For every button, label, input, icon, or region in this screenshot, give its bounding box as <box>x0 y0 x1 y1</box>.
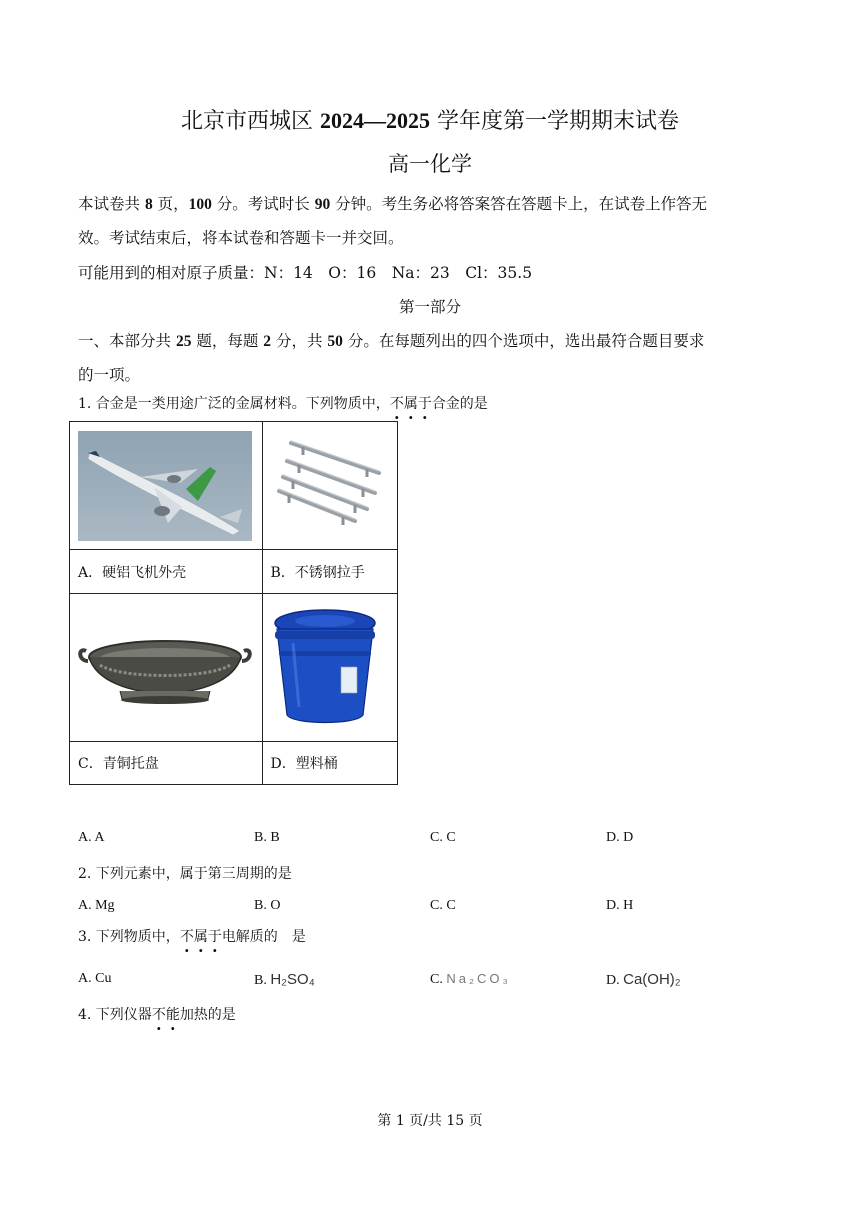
q3-option-b[interactable]: B. H₂SO₄ <box>254 971 315 988</box>
intro-line-1: 本试卷共 8 页，100 分。考试时长 90 分钟。考生务必将答案答在答题卡上，在试卷上作答无 <box>78 195 708 213</box>
part-title: 第一部分 <box>398 298 461 316</box>
atomic-masses: 可能用到的相对原子质量：N：14 O：16 Na：23 Cl：35.5 <box>78 264 533 282</box>
q2-option-d[interactable]: D. H <box>606 898 634 913</box>
formula-na2co3: Na₂CO₃ <box>446 971 511 986</box>
q2-option-c[interactable]: C. C <box>430 898 456 913</box>
question-1-image-table <box>69 421 398 785</box>
section-instructions-2: 的一项。 <box>78 366 141 384</box>
q1-option-d[interactable]: D. D <box>606 830 634 845</box>
formula-h2so4: H₂SO₄ <box>270 971 315 988</box>
exam-subject: 高一化学 <box>388 152 472 176</box>
intro-line-2: 效。考试结束后，将本试卷和答题卡一并交回。 <box>78 229 404 247</box>
handle-image-cell <box>262 422 398 550</box>
option-a-label: A．硬铝飞机外壳 <box>70 550 263 593</box>
title-region: 北京市西城区 <box>181 109 320 134</box>
q1-option-a[interactable]: A. A <box>78 830 105 845</box>
q3-option-d[interactable]: D. Ca(OH)₂ <box>606 971 681 988</box>
plane-image-cell <box>70 422 263 550</box>
page-number: 第 1 页/共 15 页 <box>377 1113 483 1129</box>
question-2-stem: 2. 下列元素中，属于第三周期的是 <box>78 866 292 882</box>
option-d-label: D．塑料桶 <box>262 741 398 785</box>
title-years: 2024—2025 <box>320 108 430 133</box>
steel-handles-image <box>263 423 396 545</box>
airplane-image <box>70 423 260 545</box>
question-4-stem: 4. 下列仪器不能加热的是 <box>78 1007 236 1023</box>
q3-option-a[interactable]: A. Cu <box>78 971 112 986</box>
q2-option-a[interactable]: A. Mg <box>78 898 115 913</box>
q3-option-c[interactable]: C. Na₂CO₃ <box>430 971 511 987</box>
q1-option-c[interactable]: C. C <box>430 830 456 845</box>
title-term: 学年度第一学期期末试卷 <box>430 109 679 134</box>
section-instructions: 一、本部分共 25 题，每题 2 分，共 50 分。在每题列出的四个选项中，选出最符合题目要求 <box>78 332 705 350</box>
tray-image-cell <box>70 593 263 741</box>
q2-option-b[interactable]: B. O <box>254 898 281 913</box>
formula-caoh2: Ca(OH)₂ <box>623 971 681 988</box>
plastic-bucket-image <box>263 595 396 735</box>
question-1-stem: 1. 合金是一类用途广泛的金属材料。下列物质中，不属于合金的是 <box>78 396 488 412</box>
q1-option-b[interactable]: B. B <box>254 830 280 845</box>
exam-title <box>0 104 860 135</box>
bronze-tray-image <box>70 595 260 735</box>
option-c-label: C．青铜托盘 <box>70 741 263 785</box>
bucket-image-cell <box>262 593 398 741</box>
option-b-label: B．不锈钢拉手 <box>262 550 398 593</box>
question-3-stem: 3. 下列物质中，不属于电解质的 是 <box>78 929 306 945</box>
